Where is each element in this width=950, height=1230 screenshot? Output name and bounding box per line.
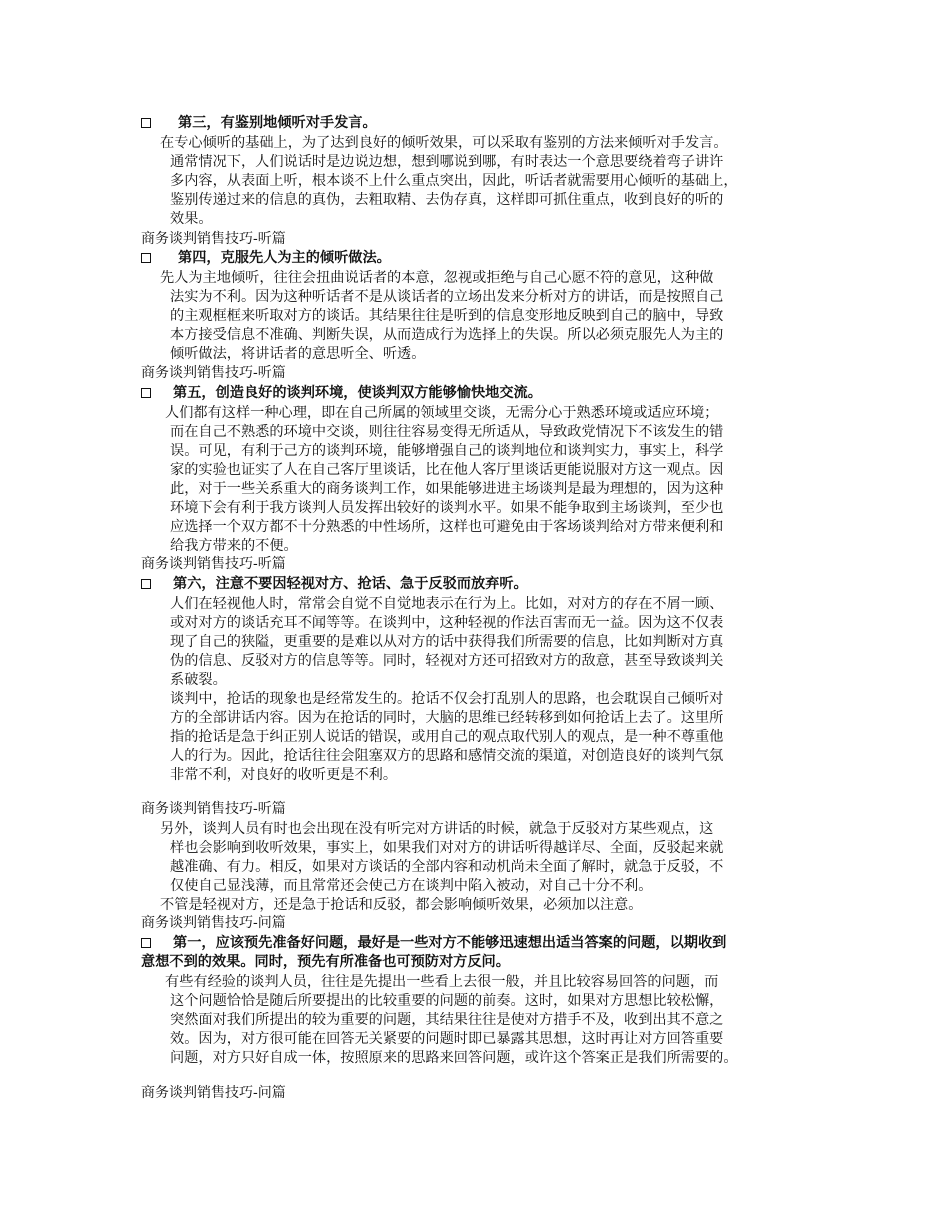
- section-label: 商务谈判销售技巧-问篇: [141, 915, 286, 931]
- section-heading-continued: 意想不到的效果。同时，预先有所准备也可预防对方反问。: [141, 954, 510, 970]
- paragraph-line: 这个问题恰恰是随后所要提出的比较重要的问题的前奏。这时，如果对方思想比较松懈，: [170, 993, 724, 1009]
- paragraph-line: 而在自己不熟悉的环境中交谈，则往往容易变得无所适从，导致政党情况下不该发生的错: [170, 424, 724, 440]
- paragraph-line: 指的抢话是急于纠正别人说话的错误，或用自己的观点取代别人的观点，是一种不尊重他: [170, 729, 724, 745]
- section-heading: 第五，创造良好的谈判环境，使谈判双方能够愉快地交流。: [173, 385, 542, 401]
- section-label: 商务谈判销售技巧-听篇: [141, 365, 286, 381]
- paragraph-line: 人们都有这样一种心理，即在自己所属的领域里交谈，无需分心于熟悉环境或适应环境；: [165, 405, 719, 421]
- checkbox-bullet-icon: [141, 388, 151, 398]
- checkbox-bullet-icon: [141, 938, 151, 948]
- paragraph-line: 通常情况下，人们说话时是边说边想，想到哪说到哪，有时表达一个意思要绕着弯子讲许: [170, 154, 724, 170]
- paragraph-line: 人的行为。因此，抢话往往会阻塞双方的思路和感情交流的渠道，对创造良好的谈判气氛: [170, 748, 724, 764]
- paragraph-line: 非常不利，对良好的收听更是不利。: [170, 767, 398, 783]
- paragraph-line: 给我方带来的不便。: [170, 538, 298, 554]
- section-label: 商务谈判销售技巧-听篇: [141, 801, 286, 817]
- paragraph-line: 环境下会有利于我方谈判人员发挥出较好的谈判水平。如果不能争取到主场谈判，至少也: [170, 500, 724, 516]
- paragraph-line: 谈判中，抢话的现象也是经常发生的。抢话不仅会打乱别人的思路，也会耽误自己倾听对: [170, 691, 724, 707]
- paragraph-line: 系破裂。: [170, 672, 227, 688]
- paragraph-line: 先人为主地倾听，往往会扭曲说话者的本意，忽视或拒绝与自己心愿不符的意见，这种做: [160, 270, 714, 286]
- section-heading: 第六，注意不要因轻视对方、抢话、急于反驳而放弃听。: [173, 576, 528, 592]
- paragraph-line: 越准确、有力。相反，如果对方谈话的全部内容和动机尚未全面了解时，就急于反驳，不: [170, 859, 724, 875]
- paragraph-line: 仅使自己显浅薄，而且常常还会使己方在谈判中陷入被动，对自己十分不利。: [170, 878, 653, 894]
- paragraph-line: 现了自己的狭隘，更重要的是难以从对方的话中获得我们所需要的信息，比如判断对方真: [170, 634, 724, 650]
- checkbox-bullet-icon: [141, 253, 151, 263]
- paragraph-line: 有些有经验的谈判人员，往往是先提出一些看上去很一般，并且比较容易回答的问题，而: [165, 974, 719, 990]
- section-heading: 第三，有鉴别地倾听对手发言。: [178, 115, 377, 131]
- paragraph-line: 效。因为，对方很可能在回答无关紧要的问题时即已暴露其思想，这时再让对方回答重要: [170, 1031, 724, 1047]
- section-heading: 第一，应该预先准备好问题，最好是一些对方不能够迅速想出适当答案的问题，以期收到: [173, 935, 727, 951]
- paragraph-line: 应选择一个双方都不十分熟悉的中性场所，这样也可避免由于客场谈判给对方带来便利和: [170, 519, 724, 535]
- checkbox-bullet-icon: [141, 118, 151, 128]
- paragraph-line: 本方接受信息不准确、判断失误，从而造成行为选择上的失误。所以必须克服先人为主的: [170, 327, 724, 343]
- paragraph-line: 鉴别传递过来的信息的真伪，去粗取精、去伪存真，这样即可抓住重点，收到良好的听的: [170, 192, 724, 208]
- section-label: 商务谈判销售技巧-听篇: [141, 556, 286, 572]
- paragraph-line: 或对对方的谈话充耳不闻等等。在谈判中，这种轻视的作法百害而无一益。因为这不仅表: [170, 615, 724, 631]
- section-label: 商务谈判销售技巧-听篇: [141, 231, 286, 247]
- paragraph-line: 突然面对我们所提出的较为重要的问题，其结果往往是使对方措手不及，收到出其不意之: [170, 1012, 724, 1028]
- paragraph-line: 倾听做法，将讲话者的意思听全、听透。: [170, 346, 426, 362]
- paragraph-line: 的主观框框来听取对方的谈话。其结果往往是听到的信息变形地反映到自己的脑中，导致: [170, 308, 724, 324]
- paragraph-line: 问题，对方只好自成一体，按照原来的思路来回答问题，或许这个答案正是我们所需要的。: [170, 1050, 738, 1066]
- paragraph-line: 此，对于一些关系重大的商务谈判工作，如果能够进进主场谈判是最为理想的，因为这种: [170, 481, 724, 497]
- paragraph-line: 样也会影响到收听效果，事实上，如果我们对对方的讲话听得越详尽、全面，反驳起来就: [170, 840, 724, 856]
- checkbox-bullet-icon: [141, 579, 151, 589]
- paragraph-line: 伪的信息、反驳对方的信息等等。同时，轻视对方还可招致对方的敌意，甚至导致谈判关: [170, 653, 724, 669]
- paragraph-line: 多内容，从表面上听，根本谈不上什么重点突出，因此，听话者就需要用心倾听的基础上，: [170, 173, 738, 189]
- paragraph-line: 家的实验也证实了人在自己客厅里谈话，比在他人客厅里谈话更能说服对方这一观点。因: [170, 462, 724, 478]
- section-label: 商务谈判销售技巧-问篇: [141, 1085, 286, 1101]
- section-heading: 第四，克服先人为主的倾听做法。: [178, 250, 391, 266]
- paragraph-line: 不管是轻视对方，还是急于抢话和反驳，都会影响倾听效果，必须加以注意。: [160, 897, 643, 913]
- paragraph-line: 方的全部讲话内容。因为在抢话的同时，大脑的思维已经转移到如何抢话上去了。这里所: [170, 710, 724, 726]
- paragraph-line: 人们在轻视他人时，常常会自觉不自觉地表示在行为上。比如，对对方的存在不屑一顾、: [170, 596, 724, 612]
- paragraph-line: 法实为不利。因为这种听话者不是从谈话者的立场出发来分析对方的讲话，而是按照自己: [170, 289, 724, 305]
- paragraph-line: 效果。: [170, 211, 213, 227]
- paragraph-line: 另外，谈判人员有时也会出现在没有听完对方讲话的时候，就急于反驳对方某些观点，这: [160, 821, 714, 837]
- paragraph-line: 误。可见，有利于己方的谈判环境，能够增强自己的谈判地位和谈判实力，事实上，科学: [170, 443, 724, 459]
- paragraph-line: 在专心倾听的基础上，为了达到良好的倾听效果，可以采取有鉴别的方法来倾听对手发言。: [160, 135, 728, 151]
